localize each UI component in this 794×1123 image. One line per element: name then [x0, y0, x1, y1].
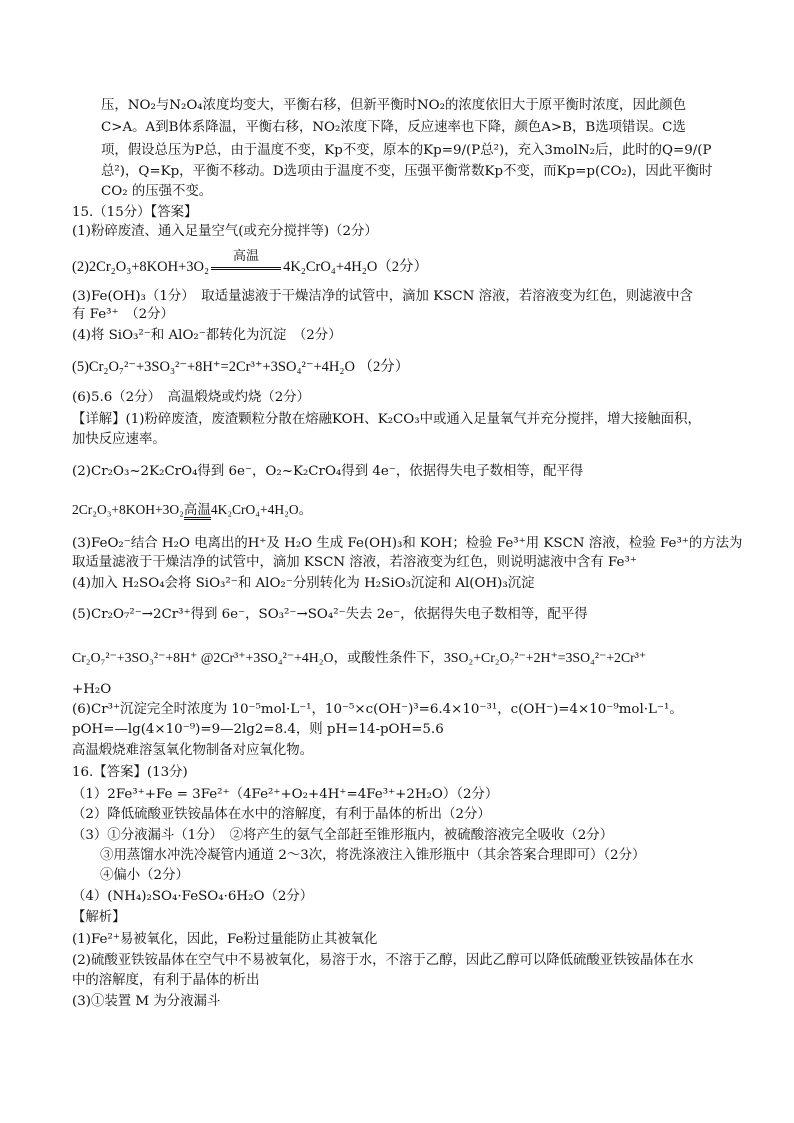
question-16-header: 16.【答案】(13分): [72, 765, 188, 780]
equation-rhs: 4K₂CrO₄+4H₂O: [283, 259, 378, 275]
text-line: ④偏小（2分）: [100, 868, 189, 883]
text-line: 中的溶解度，有利于晶体的析出: [72, 973, 260, 988]
text-line: 压，NO₂与N₂O₄浓度均变大，平衡右移，但新平衡时NO₂的浓度依旧大于原平衡时浓度，因此颜色: [101, 98, 687, 113]
text-line: （3）①分液漏斗（1分） ②将产生的氨气全部赶至锥形瓶内，被硫酸溶液完全吸收（2分）: [72, 828, 614, 843]
text-line: （2）降低硫酸亚铁铵晶体在水中的溶解度，有利于晶体的析出（2分）: [72, 807, 491, 822]
equation-prefix: (2): [72, 259, 89, 275]
text-line: (6)5.6（2分） 高温煅烧或灼烧（2分）: [72, 390, 311, 405]
text-line: ③用蒸馏水冲洗冷凝管内通道 2～3次，将洗涤液注入锥形瓶中（其余答案合理即可）（2分）: [100, 848, 646, 863]
text-line: C>A。A到B体系降温，平衡右移，NO₂浓度下降，反应速率也下降，颜色A>B，B选项错误。C选: [101, 120, 686, 135]
text-line: 有 Fe³⁺ （2分）: [72, 307, 174, 322]
text-line: 项，假设总压为P总，由于温度不变，Kp不变，原本的Kp=9/(P总²)，充入3molN₂后，此时的Q=9/(P: [101, 143, 712, 158]
text-line: 取适量滤液于干燥洁净的试管中，滴加 KSCN 溶液，若溶液变为红色，则说明滤液中含有 Fe³⁺: [72, 555, 637, 570]
equation-condition: 高温: [233, 248, 260, 264]
text-line: CO₂ 的压强不变。: [101, 184, 213, 199]
text-line: (2)Cr₂O₃~2K₂CrO₄得到 6e⁻，O₂~K₂CrO₄得到 4e⁻，依据得失电子数相等，配平得: [72, 464, 584, 479]
text-line: (3)FeO₂⁻结合 H₂O 电离出的H⁺及 H₂O 生成 Fe(OH)₃和 KOH；检验 Fe³⁺用 KSCN 溶液，检验 Fe³⁺的方法为: [72, 536, 743, 551]
text-line: 高温煅烧难溶氢氧化物制备对应氧化物。: [72, 743, 314, 758]
text-line: pOH=—lg(4×10⁻⁹)=9—2lg2=8.4，则 pH=14-pOH=5.6: [72, 722, 444, 737]
text-line: +H₂O: [72, 682, 112, 697]
text-line: (1)粉碎废渣、通入足量空气(或充分搅拌等)（2分）: [72, 224, 378, 239]
equation-lhs: 2Cr₂O₃+8KOH+3O₂: [72, 502, 184, 517]
analysis-header: 【解析】: [72, 910, 126, 925]
text-line: (4)加入 H₂SO₄会将 SiO₃²⁻和 AlO₂⁻分别转化为 H₂SiO₃沉淀和 Al(OH)₃沉淀: [72, 576, 535, 591]
equation-lhs: 2Cr₂O₃+8KOH+3O₂: [88, 259, 210, 275]
text-line: (1)Fe²⁺易被氧化，因此，Fe粉过量能防止其被氧化: [72, 932, 378, 947]
equation-3: Cr₂O₇²⁻+3SO₃²⁻+8H⁺ @2Cr³⁺+3SO₄²⁻+4H₂O，或酸性条件下，3SO₂+Cr₂O₇²⁻+2H⁺=3SO₄²⁻+2Cr³⁺: [72, 650, 647, 665]
text-line: (5)Cr₂O₇²⁻+3SO₃²⁻+8H⁺=2Cr³⁺+3SO₄²⁻+4H₂O （2分）: [72, 359, 410, 375]
text-line: 【详解】(1)粉碎废渣，废渣颗粒分散在熔融KOH、K₂CO₃中或通入足量氧气并充分搅拌，增大接触面积，: [72, 412, 701, 427]
equation-rhs: 4K₂CrO₄+4H₂O。: [210, 502, 313, 517]
equation-1: [72, 248, 429, 277]
equation-condition: 高温: [184, 502, 211, 520]
text-line: （1）2Fe³⁺+Fe = 3Fe²⁺（4Fe²⁺+O₂+4H⁺=4Fe³⁺+2H₂O）（2分）: [72, 787, 499, 802]
text-line: (4)将 SiO₃²⁻和 AlO₂⁻都转化为沉淀 （2分）: [72, 328, 342, 343]
text-line: 总²)，Q=Kp，平衡不移动。D选项由于温度不变，压强平衡常数Kp不变，而Kp=p(CO₂)，因此平衡时: [101, 164, 713, 179]
text-line: (3)①装置 M 为分液漏斗: [72, 994, 221, 1009]
text-line: （4）(NH₄)₂SO₄·FeSO₄·6H₂O（2分）: [72, 889, 314, 904]
text-line: (2)硫酸亚铁铵晶体在空气中不易被氧化，易溶于水，不溶于乙醇，因此乙醇可以降低硫酸亚铁铵晶体在水: [72, 953, 694, 968]
text-line: (5)Cr₂O₇²⁻→2Cr³⁺得到 6e⁻，SO₃²⁻→SO₄²⁻失去 2e⁻，依据得失电子数相等，配平得: [72, 607, 588, 622]
text-line: 加快反应速率。: [72, 432, 166, 447]
text-line: (3)Fe(OH)₃（1分） 取适量滤液于干燥洁净的试管中，滴加 KSCN 溶液，若溶液变为红色，则滤液中含: [72, 289, 693, 304]
question-15-header: 15.（15分）【答案】: [72, 205, 198, 220]
equation-score: （2分）: [377, 259, 429, 275]
equation-2: [72, 500, 312, 520]
text-line: (6)Cr³⁺沉淀完全时浓度为 10⁻⁵mol·L⁻¹，10⁻⁵×c(OH⁻)³=6.4×10⁻³¹，c(OH⁻)=4×10⁻⁹mol·L⁻¹。: [72, 702, 683, 717]
